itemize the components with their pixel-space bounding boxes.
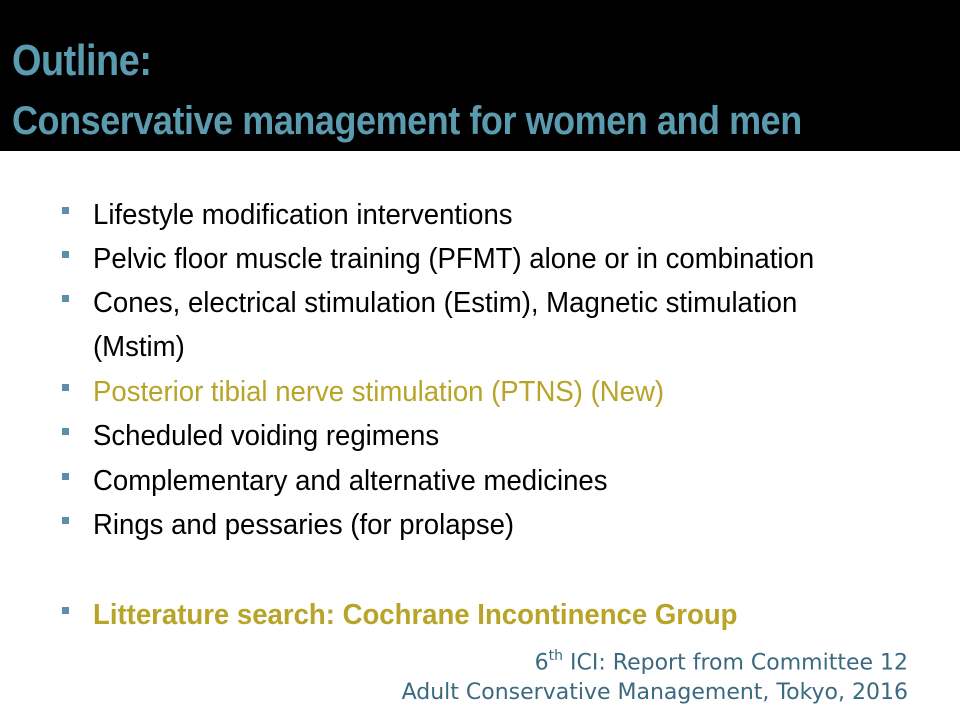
footer-ordinal-suffix: th <box>548 648 564 664</box>
footer-citation-line1 <box>535 649 908 675</box>
footer-ordinal-number: 6 <box>534 650 549 676</box>
square-bullet-icon <box>62 384 69 391</box>
title-band <box>0 0 960 151</box>
square-bullet-icon <box>62 295 69 302</box>
slide-title: Outline: <box>12 36 152 85</box>
bullet-text-highlight: Posterior tibial nerve stimulation (PTNS) (New) <box>93 376 665 408</box>
square-bullet-icon <box>62 473 69 480</box>
slide-subtitle: Conservative management for women and men <box>12 99 802 143</box>
square-bullet-icon <box>62 607 69 614</box>
bullet-text: Lifestyle modification interventions <box>93 199 513 231</box>
square-bullet-icon <box>62 207 69 214</box>
bullet-text: Pelvic floor muscle training (PFMT) alone or in combination <box>93 243 815 275</box>
bullet-text: Complementary and alternative medicines <box>93 465 608 497</box>
footer-line1-text: ICI: Report from Committee 12 <box>563 650 908 676</box>
bullet-text-highlight: Litterature search: Cochrane Incontinence Group <box>93 599 738 631</box>
square-bullet-icon <box>62 251 69 258</box>
bullet-text: Scheduled voiding regimens <box>93 420 440 452</box>
bullet-text: Cones, electrical stimulation (Estim), Magnetic stimulation (Mstim) <box>93 287 798 363</box>
square-bullet-icon <box>62 517 69 524</box>
square-bullet-icon <box>62 428 69 435</box>
bullet-text: Rings and pessaries (for prolapse) <box>93 509 515 541</box>
footer-citation-line2: Adult Conservative Management, Tokyo, 2016 <box>401 680 908 705</box>
